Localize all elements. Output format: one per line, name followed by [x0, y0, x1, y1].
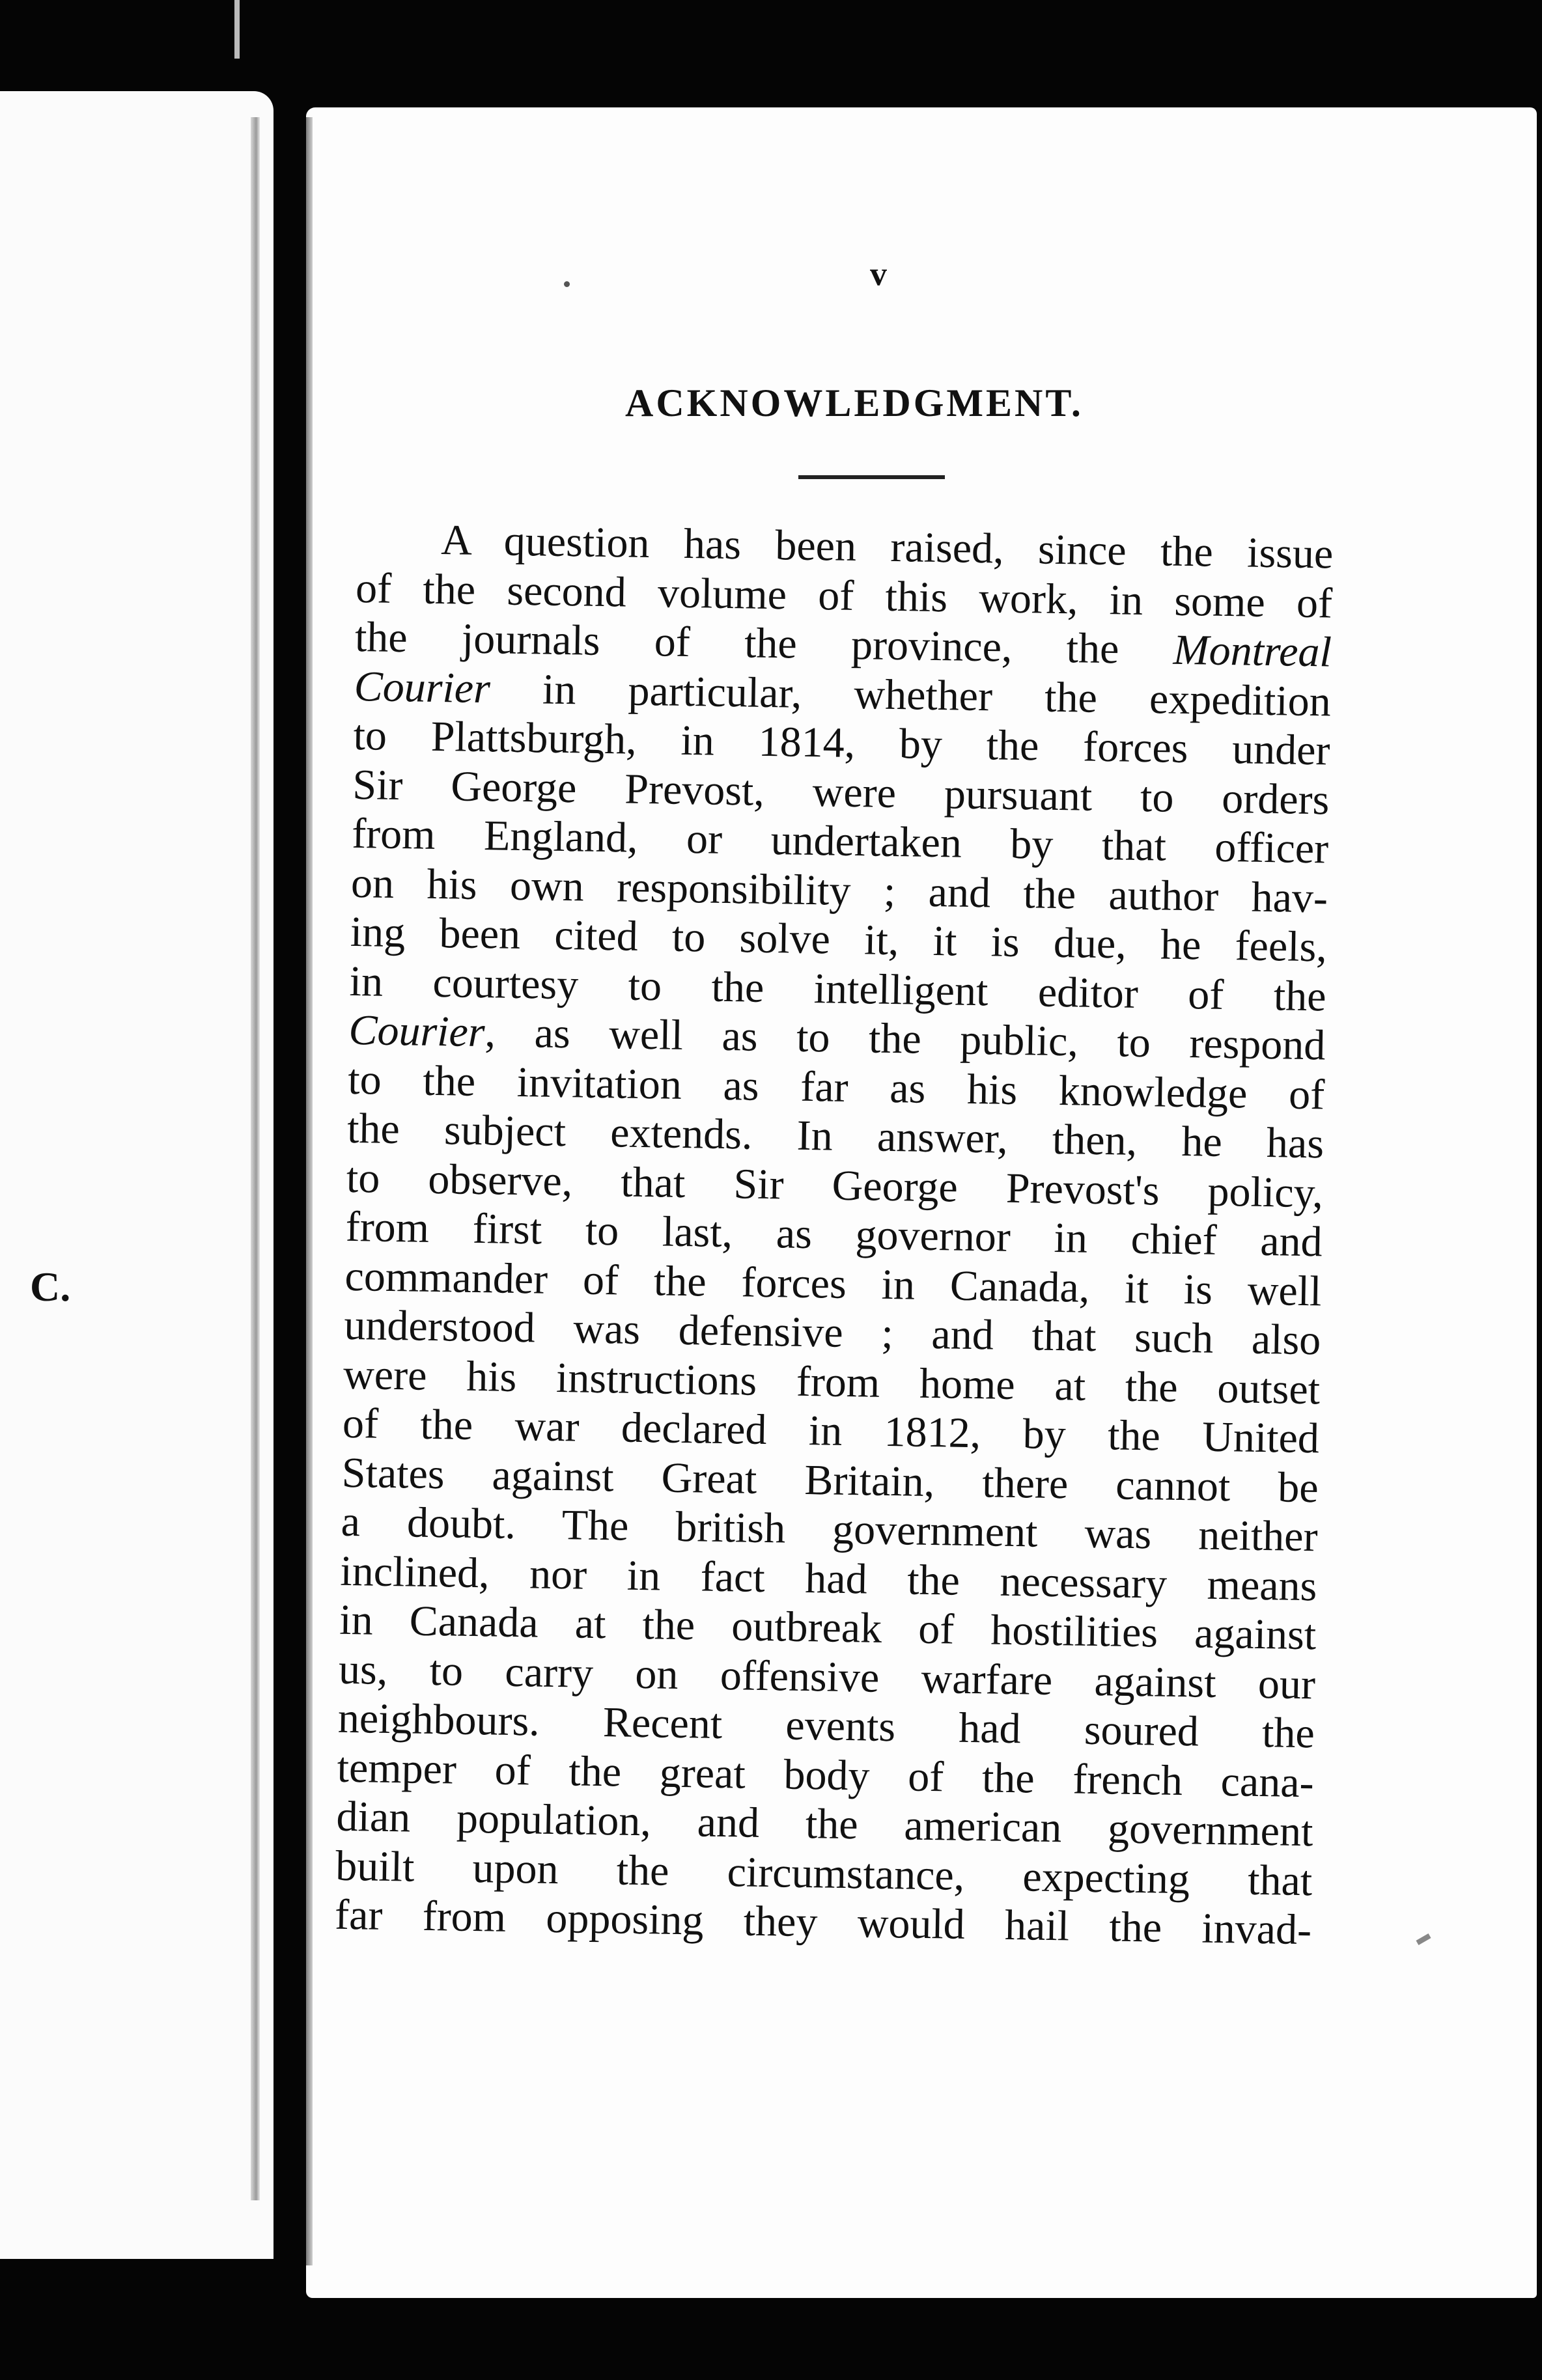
left-page-signature: C. — [30, 1264, 71, 1310]
body-line: Courier, as well as to the public, to respond — [348, 1006, 1326, 1070]
body-line: from first to last, as governor in chief and — [345, 1202, 1323, 1266]
italic-title: Courier — [354, 662, 491, 712]
page-number: v — [870, 256, 887, 293]
body-line: neighbours. Recent events had soured the — [337, 1694, 1315, 1758]
italic-title: Courier — [348, 1006, 486, 1057]
body-line: in Canada at the outbreak of hostilities against — [339, 1596, 1317, 1659]
body-line: from England, or undertaken by that officer — [351, 809, 1329, 873]
body-line: of the second volume of this work, in some of — [355, 564, 1333, 628]
body-line: A question has been raised, since the issue — [440, 516, 1334, 578]
body-line: inclined, nor in fact had the necessary means — [339, 1547, 1317, 1610]
body-line: to observe, that Sir George Prevost's policy, — [346, 1154, 1324, 1217]
body-line: dian population, and the american government — [336, 1792, 1313, 1856]
body-text — [335, 514, 1334, 1955]
body-line: far from opposing they would hail the invad- — [334, 1890, 1312, 1954]
binding-mark — [234, 0, 240, 59]
body-line: the journals of the province, the Montreal — [354, 613, 1332, 676]
body-line: Courier in particular, whether the expedition — [354, 662, 1332, 726]
italic-title: Montreal — [1173, 626, 1332, 676]
body-line: on his own responsibility ; and the author hav- — [350, 859, 1328, 922]
body-line: to the invitation as far as his knowledge of — [347, 1055, 1325, 1118]
body-line: in courtesy to the intelligent editor of the — [349, 957, 1327, 1020]
body-line: were his instructions from home at the outset — [343, 1350, 1321, 1413]
body-line: the subject extends. In answer, then, he has — [346, 1104, 1325, 1168]
right-page-gutter — [306, 117, 313, 2265]
body-line: to Plattsburgh, in 1814, by the forces under — [353, 711, 1331, 775]
body-line: commander of the forces in Canada, it is well — [344, 1252, 1323, 1315]
heading-rule — [798, 475, 945, 479]
body-line: built upon the circumstance, expecting that — [335, 1842, 1313, 1905]
ink-speck — [564, 281, 570, 287]
left-page-gutter — [251, 117, 260, 2200]
body-line: a doubt. The british government was neither — [341, 1497, 1319, 1561]
body-line: temper of the great body of the french cana- — [337, 1743, 1315, 1806]
body-line: of the war declared in 1812, by the United — [342, 1399, 1320, 1463]
body-line: States against Great Britain, there cannot be — [341, 1448, 1319, 1512]
body-line: us, to carry on offensive warfare against our — [338, 1645, 1316, 1708]
page-heading: ACKNOWLEDGMENT. — [625, 381, 1084, 424]
left-page — [0, 91, 273, 2259]
body-line: ing been cited to solve it, it is due, he feels, — [350, 907, 1328, 971]
body-line: understood was defensive ; and that such also — [343, 1301, 1321, 1364]
body-line: Sir George Prevost, were pursuant to orders — [352, 760, 1330, 824]
